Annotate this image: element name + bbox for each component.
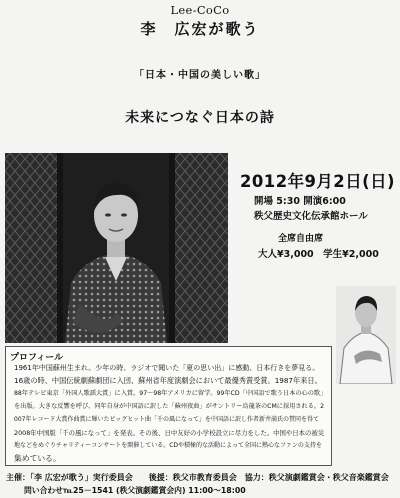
organizer-credits: 主催：「李 広宏が歌う」実行委員会 後援：秩父市教育委員会 協力：秩父演劇鑑賞会・秩父音楽鑑賞会 xyxy=(6,473,389,482)
profile-line: 88年テレビ東京「外国人歌謡大賞」に入賞。97～98年アメリカに留学。99年CD「中国語で歌う日本の心の歌」 xyxy=(14,390,327,397)
performer-photo-main-image xyxy=(5,153,228,343)
performer-photo-small-image xyxy=(336,286,396,384)
concert-tagline: 未来につなぐ日本の詩 xyxy=(125,110,275,126)
ticket-price: 大人¥3,000 学生¥2,000 xyxy=(258,249,379,260)
performer-photo-small xyxy=(336,286,396,384)
event-date: 2012年9月2日(日) xyxy=(240,172,395,191)
seating-note: 全席自由席 xyxy=(278,234,324,244)
performer-romaji: Lee-CoCo xyxy=(170,3,230,17)
contact-info: 問い合わせ℡25－1541 (秩父演劇鑑賞会内) 11:00～18:00 xyxy=(24,486,246,495)
concert-subtitle: 「日本・中国の美しい歌」 xyxy=(134,70,266,81)
event-time: 開場 5:30 開演6:00 xyxy=(254,196,346,207)
profile-line: を出版。大きな反響を呼び、同年自身が中国語に訳した「蘇州夜曲」がサントリー烏龍茶のCMに採用される。2 xyxy=(14,403,325,410)
profile-line: 16歳の時、中国伝統劇蘇劇団に入団、蘇州省年度演劇会において最優秀賞受賞。1987年来日。 xyxy=(14,376,322,385)
profile-line: 1961年中国蘇州生まれ。少年の時、ラジオで聞いた「夏の思い出」に感動、日本行きを夢見る。 xyxy=(14,364,320,372)
concert-title: 李 広宏が歌う xyxy=(140,20,260,38)
profile-line: 007年レコード大賞作曲賞に輝いたビッグヒット曲「千の風になって」を中国語に訳し作者新井満氏の賛同を得て xyxy=(14,416,320,423)
performer-photo-main xyxy=(5,153,228,343)
profile-line: 2008年中国版「千の風になって」を発表。その後、日中友好の小学校設立に尽力をした。中国や日本の被災 xyxy=(14,429,325,437)
profile-heading: プロフィール xyxy=(10,353,64,363)
event-venue: 秩父歴史文化伝承館ホール xyxy=(254,211,368,222)
profile-line: 地などをめぐりチャリティーコンサートを開催している。CDや積極的な活動によって全国に熱心なファンの支持を xyxy=(14,442,322,449)
profile-line: 集めている。 xyxy=(14,454,61,463)
